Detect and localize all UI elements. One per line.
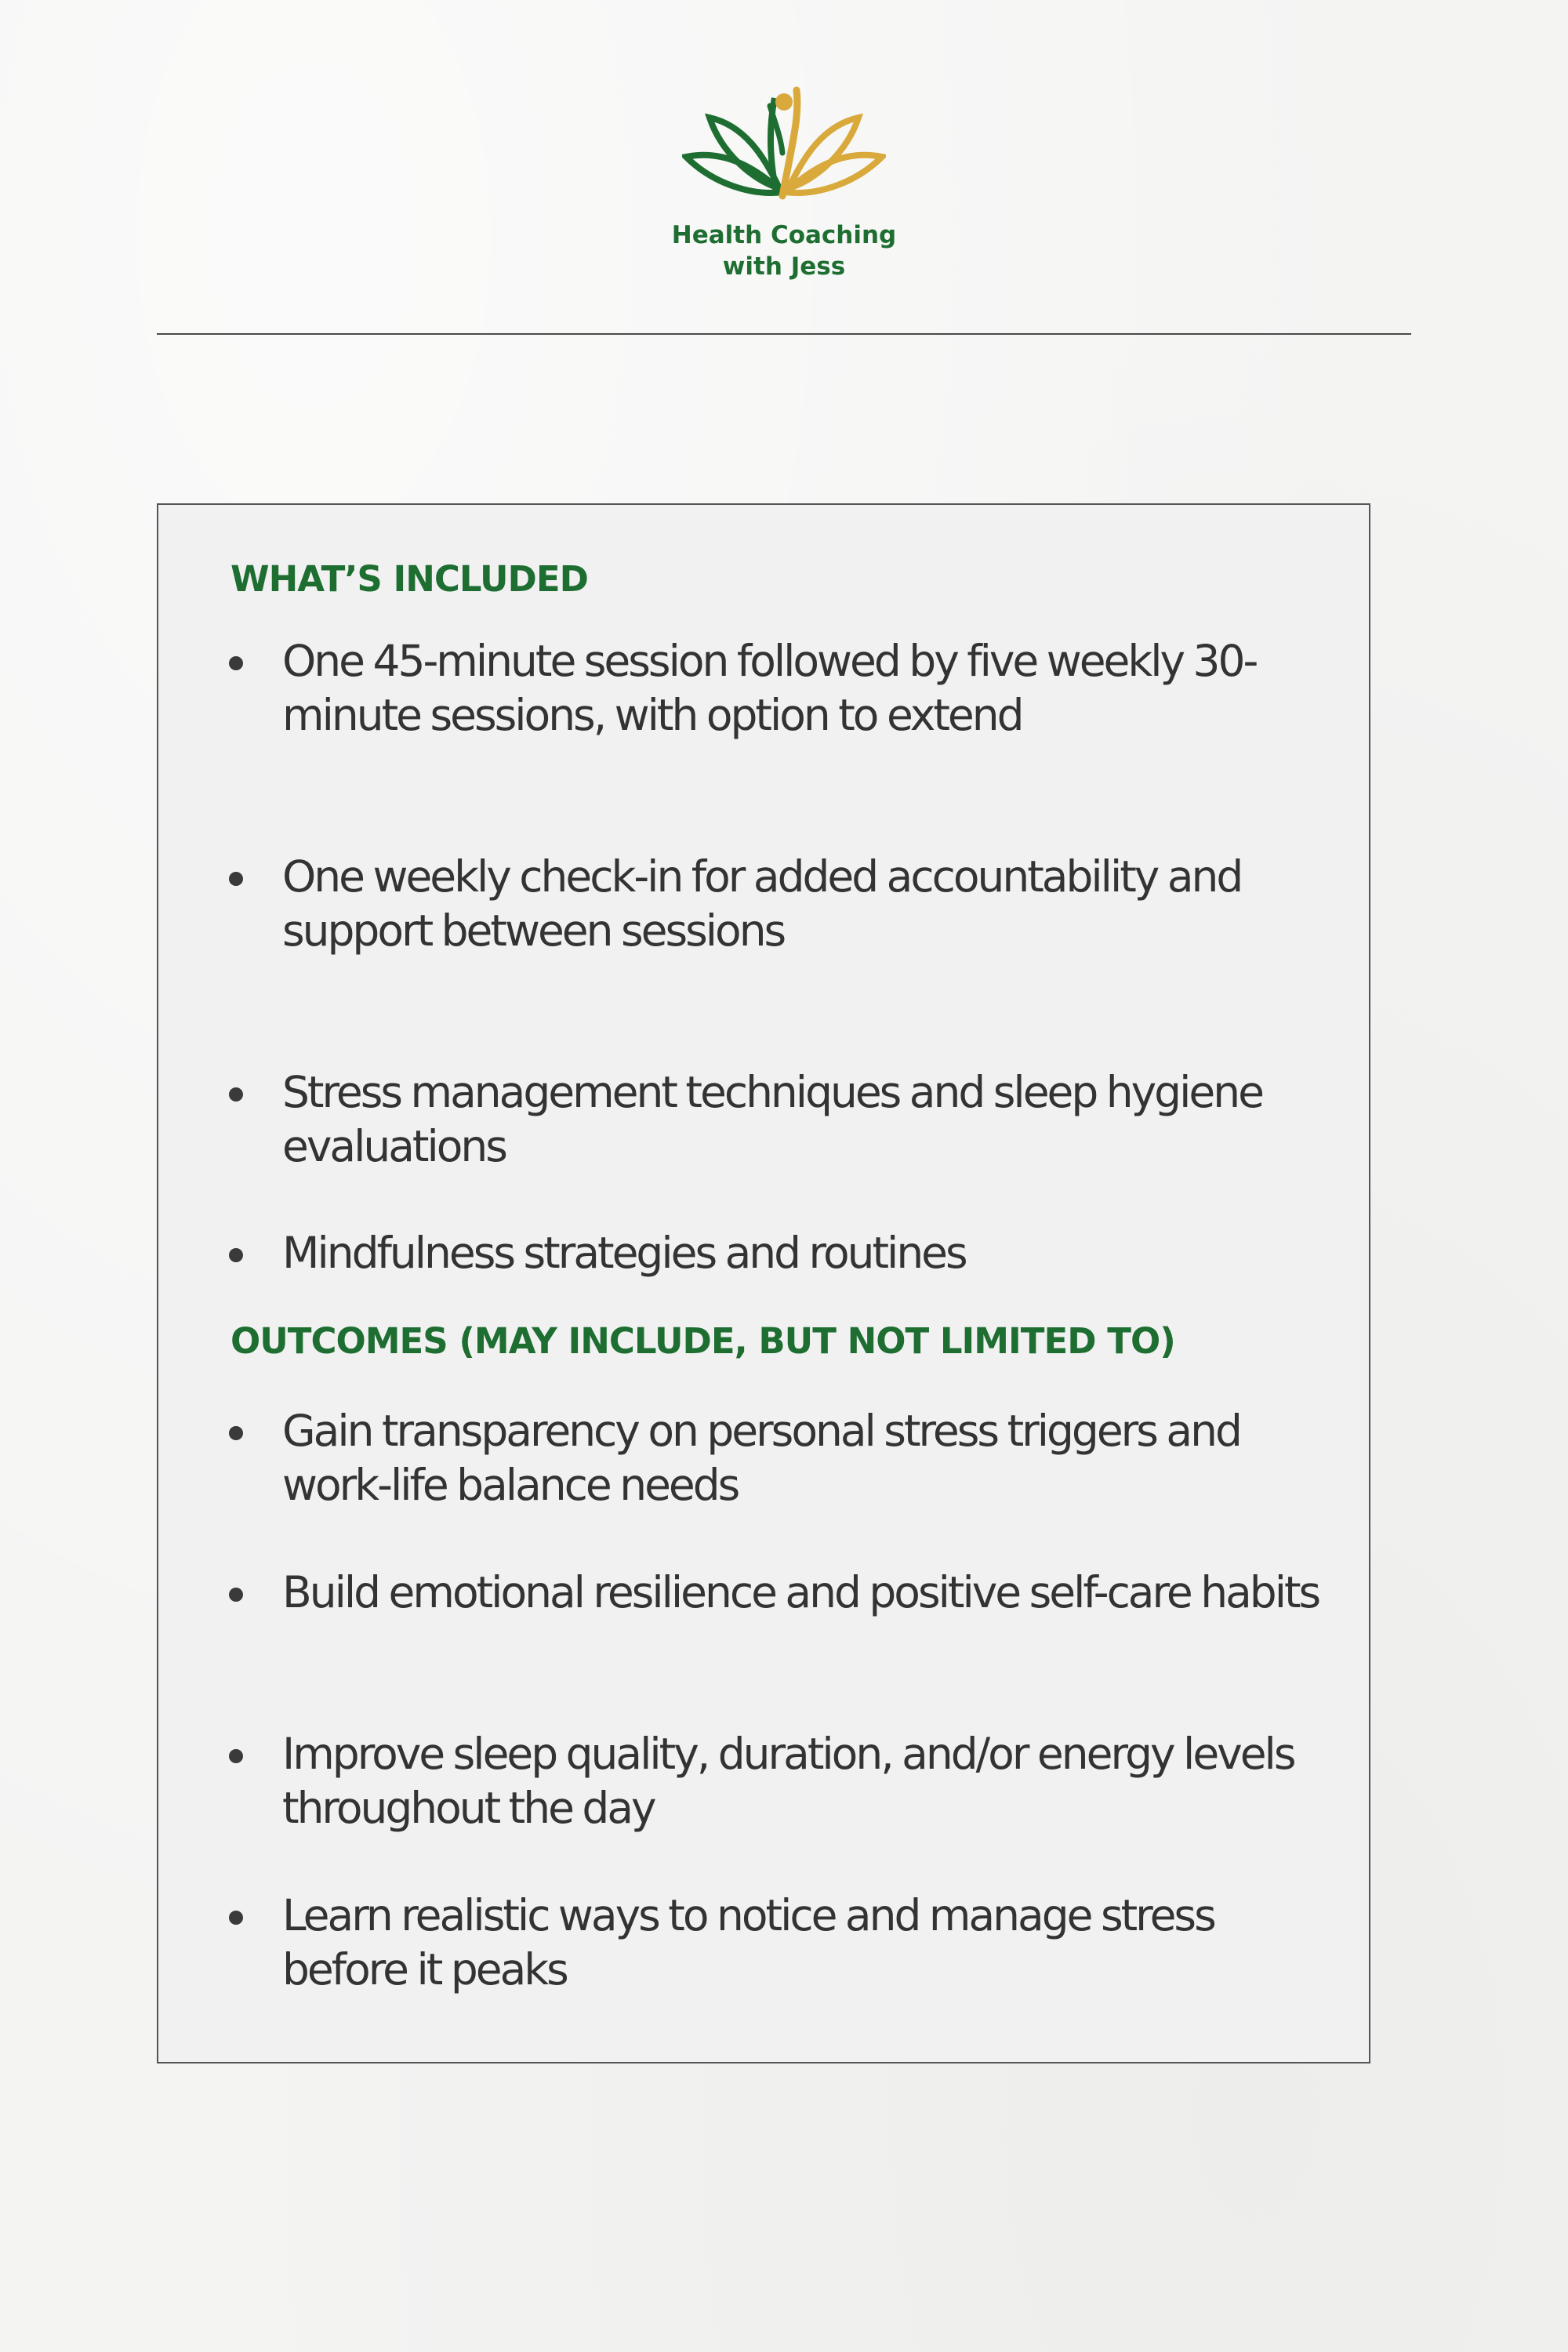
lotus-figure-icon <box>682 74 886 208</box>
outcomes-heading: OUTCOMES (MAY INCLUDE, BUT NOT LIMITED TO) <box>230 1320 1175 1362</box>
header-divider <box>157 333 1411 335</box>
brand-line-1: Health Coaching <box>671 221 897 249</box>
list-item-text: Stress management techniques and sleep hygiene evaluations <box>282 1067 1262 1171</box>
bullet-icon <box>229 1749 243 1763</box>
bullet-icon <box>229 872 243 886</box>
bullet-icon <box>229 656 243 670</box>
bullet-icon <box>229 1911 243 1925</box>
bullet-icon <box>229 1087 243 1102</box>
list-item-text: One 45-minute session followed by five weekly 30-minute sessions, with option to extend <box>282 636 1257 740</box>
program-details-card <box>157 503 1370 2063</box>
list-item-text: Improve sleep quality, duration, and/or energy levels throughout the day <box>282 1729 1294 1833</box>
brand-name <box>549 220 1019 282</box>
list-item-text: Mindfulness strategies and routines <box>282 1228 966 1278</box>
bullet-icon <box>229 1588 243 1602</box>
bullet-icon <box>229 1426 243 1440</box>
bullet-icon <box>229 1248 243 1262</box>
list-item-text: Gain transparency on personal stress triggers and work-life balance needs <box>282 1406 1240 1510</box>
list-item-text: One weekly check-in for added accountability and support between sessions <box>282 851 1242 956</box>
included-heading: WHAT’S INCLUDED <box>230 558 588 600</box>
list-item-text: Build emotional resilience and positive self-care habits <box>282 1567 1319 1617</box>
brand-line-2: with Jess <box>722 252 846 281</box>
list-item-text: Learn realistic ways to notice and manage stress before it peaks <box>282 1890 1214 1994</box>
